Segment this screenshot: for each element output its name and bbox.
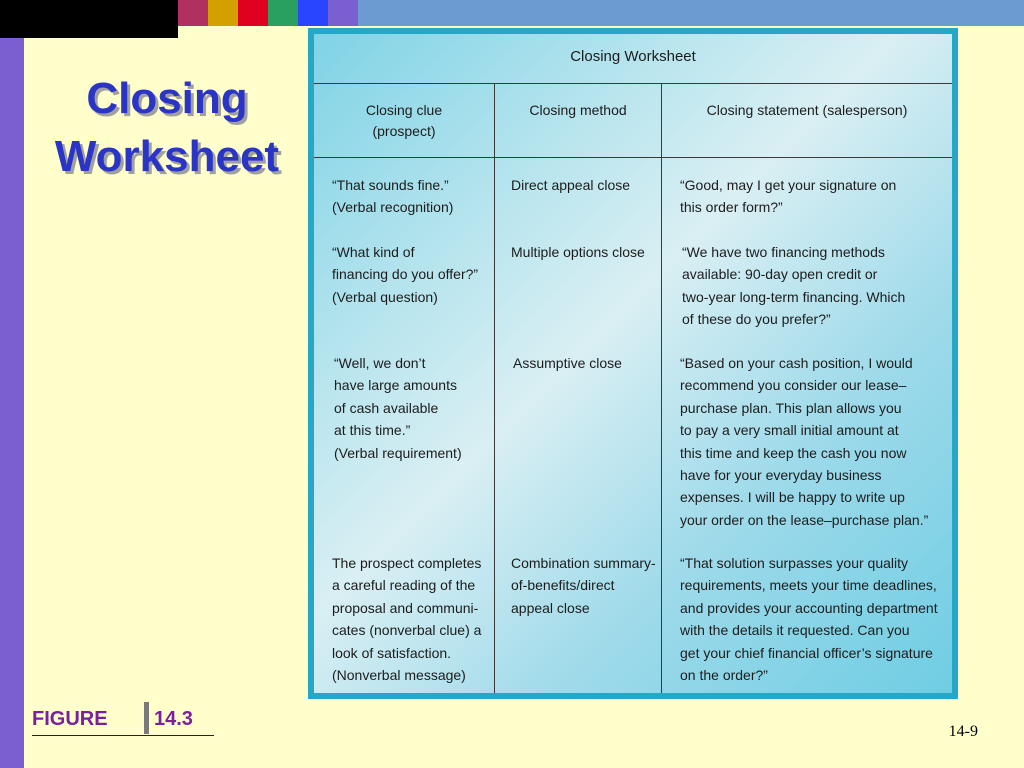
worksheet-table: [314, 34, 952, 693]
row-1-method: Direct appeal close: [511, 177, 631, 193]
left-accent-bar: [0, 38, 24, 768]
row-3-clue: “Well, we don’t have large amounts of cash available at this time.” (Verbal requirement): [334, 355, 462, 461]
slide-title: Closing Worksheet: [54, 74, 280, 181]
color-swatch-6: [328, 0, 358, 26]
row-2-method: Multiple options close: [511, 244, 645, 260]
color-swatch-1: [178, 0, 208, 26]
color-swatch-5: [298, 0, 328, 26]
column-header-statement: Closing statement (salesperson): [706, 102, 908, 118]
row-3-statement: “Based on your cash position, I would recommend you consider our lease– purchase plan. This plan allows you to pay a very small initial amount at this time and keep the cash you now have for your everyday business expenses. I will be happy to write up your order on the lease–purchase plan.”: [680, 355, 929, 528]
row-3-method: Assumptive close: [513, 355, 622, 371]
top-color-bar: [0, 0, 1024, 26]
figure-number: 14.3: [154, 708, 193, 730]
color-swatch-2: [208, 0, 238, 26]
column-divider-1: [494, 83, 495, 693]
top-black-block: [0, 0, 178, 38]
column-divider-2: [661, 83, 662, 693]
row-4-statement: “That solution surpasses your quality requirements, meets your time deadlines, and provides your accounting department with the details it requested. Can you get your chief financial officer’s signature on the order?”: [680, 555, 938, 684]
row-2-clue: “What kind of financing do you offer?” (Verbal question): [332, 244, 479, 305]
figure-underline: [32, 735, 214, 736]
worksheet-panel: [308, 28, 958, 699]
row-4-method: Combination summary- of-benefits/direct appeal close: [511, 555, 656, 616]
figure-label: FIGURE: [32, 708, 108, 730]
row-4-clue: The prospect completes a careful reading of the proposal and communi- cates (nonverbal clue) a look of satisfaction. (Nonverbal message): [332, 555, 482, 684]
worksheet-title: Closing Worksheet: [570, 48, 696, 65]
header-divider-top: [314, 83, 952, 84]
row-1-clue: “That sounds fine.” (Verbal recognition): [332, 177, 454, 216]
figure-separator: [144, 702, 149, 734]
color-swatch-4: [268, 0, 298, 26]
column-header-method: Closing method: [529, 102, 627, 118]
header-divider-bottom: [314, 157, 952, 158]
row-1-statement: “Good, may I get your signature on this order form?”: [680, 177, 897, 216]
row-2-statement: “We have two financing methods available: 90-day open credit or two-year long-term financing. Which of these do you prefer?”: [682, 244, 906, 328]
page-number: 14-9: [948, 723, 978, 740]
column-header-clue: Closing clue (prospect): [365, 102, 443, 139]
color-swatch-3: [238, 0, 268, 26]
